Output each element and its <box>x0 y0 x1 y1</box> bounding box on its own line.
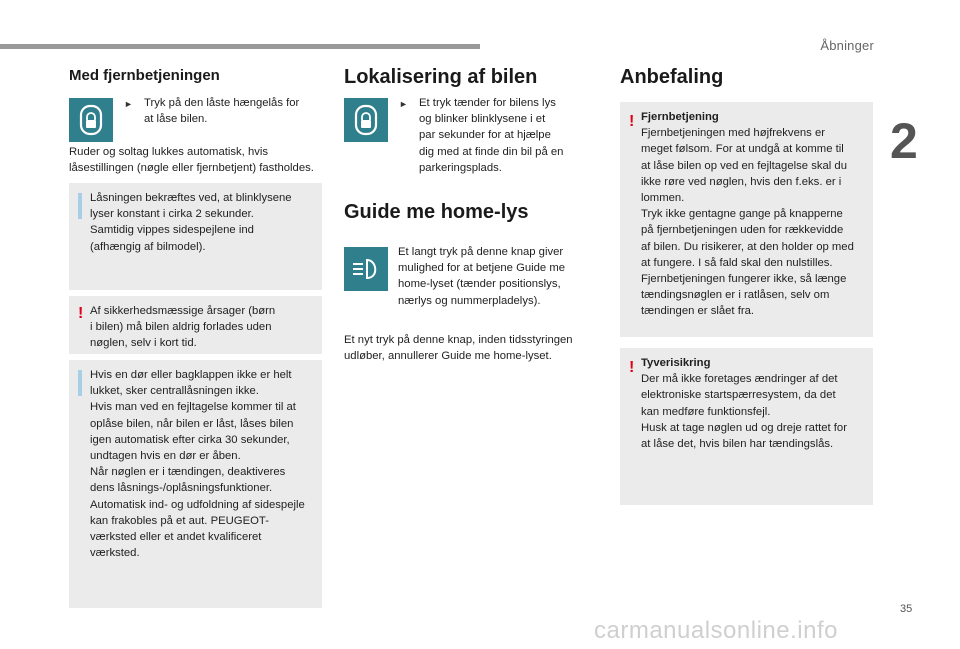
warning-title: Tyverisikring <box>641 357 711 369</box>
warning-title: Fjernbetjening <box>641 111 719 123</box>
headlamp-button-icon <box>344 247 388 291</box>
lock-icon <box>78 104 104 136</box>
lock-button-icon <box>344 98 388 142</box>
paragraph: Et langt tryk på denne knap giver mulighed for at betjene Guide me home-lyset (tænder positionslys, nærlys og nummerpladelys). <box>398 246 566 307</box>
paragraph: Et nyt tryk på denne knap, inden tidsstyringen udløber, annullerer Guide me home-lyset. <box>344 334 573 363</box>
heading-guide: Guide me home-lys <box>344 201 529 223</box>
warning-icon: ! <box>629 359 635 376</box>
step-text: Tryk på den låste hængelås for at låse bilen. <box>144 97 300 126</box>
step-text: Et tryk tænder for bilens lys og blinker blinklysene i et par sekunder for at hjælpe dig med at finde din bil på en parkeringsplads. <box>419 97 564 174</box>
section-title: Åbninger <box>820 38 874 53</box>
warning-text: Af sikkerhedsmæssige årsager (børn i bilen) må bilen aldrig forlades uden nøglen, selv i kort tid. <box>90 305 276 350</box>
warning-body: Der må ikke foretages ændringer af det elektroniske startspærresystem, da det kan medføre funktionsfejl. Husk at tage nøglen ud og dreje rattet for at låse det, hvis bilen har tændingslås. <box>641 373 847 451</box>
info-text: Hvis en dør eller bagklappen ikke er helt lukket, sker centrallåsningen ikke. Hvis man ved en fejltagelse kommer til at oplåse bilen, når bilen er låst, låses bilen igen automatisk efter cirka 30 sekunder, undtagen hvis en dør er åben. Når nøglen er i tændingen, deaktiveres dens låsnings-/oplåsningsfunktioner. Automatisk ind- og udfoldning af sidespejle kan frakobles på et aut. PEUGEOT- værksted eller et andet kvalificeret værksted. <box>90 369 305 560</box>
warning-body: Fjernbetjeningen med højfrekvens er meget følsom. For at undgå at komme til at låse bilen op ved en fejltagelse skal du ikke røre ved nøglen, hvis den f.eks. er i lommen. Tryk ikke gentagne gange på knapperne på fjernbetjeningen uden for rækkevidde af bilen. Du risikerer, at den holder op med at fungere. I så fald skal den nulstilles. Fjernbetjeningen fungerer ikke, så længe tændingsnøglen er i ratlåsen, selv om tændingen er slået fra. <box>641 127 854 318</box>
info-text: Låsningen bekræftes ved, at blinklysene lyser konstant i cirka 2 sekunder. Samtidig vippes sidespejlene ind (afhængig af bilmodel). <box>90 192 292 253</box>
warning-panel <box>69 296 322 354</box>
heading-remote: Med fjernbetjeningen <box>69 67 220 84</box>
headlamp-icon <box>350 257 382 281</box>
info-icon <box>78 193 82 219</box>
lock-icon <box>353 104 379 136</box>
paragraph: Ruder og soltag lukkes automatisk, hvis låsestillingen (nøgle eller fjernbetjent) fastholdes. <box>69 146 314 175</box>
step-arrow-icon: ► <box>399 99 408 109</box>
step-arrow-icon: ► <box>124 99 133 109</box>
warning-panel <box>620 102 873 337</box>
chapter-number: 2 <box>890 113 918 169</box>
warning-icon: ! <box>629 113 635 130</box>
lock-button-icon <box>69 98 113 142</box>
header-rule <box>0 44 480 49</box>
heading-locate: Lokalisering af bilen <box>344 66 538 88</box>
watermark: carmanualsonline.info <box>594 617 838 644</box>
warning-panel <box>620 348 873 505</box>
info-panel <box>69 360 322 608</box>
warning-text <box>641 355 863 452</box>
page-number: 35 <box>900 603 913 615</box>
warning-text <box>641 109 863 320</box>
warning-icon: ! <box>78 305 84 322</box>
info-panel <box>69 183 322 290</box>
heading-advice: Anbefaling <box>620 66 724 88</box>
info-icon <box>78 370 82 396</box>
